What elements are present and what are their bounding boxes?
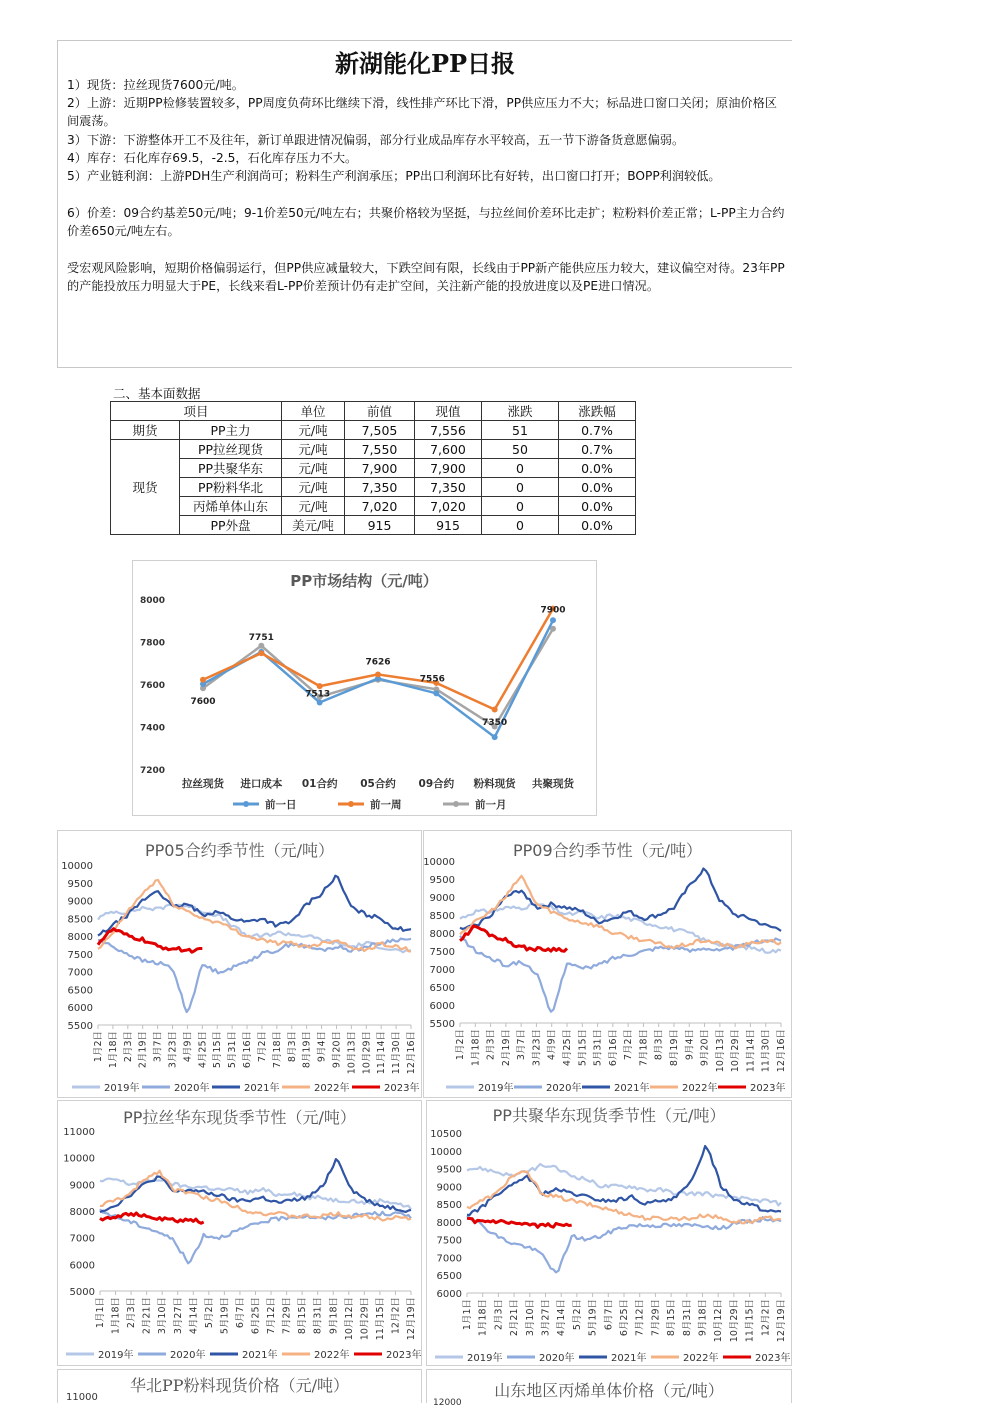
x-tick-label: 3月23日	[167, 1031, 179, 1069]
legend-label: 2021年	[244, 1083, 280, 1094]
propylene-price-title: 山东地区丙烯单体价格（元/吨）	[494, 1381, 724, 1400]
legend-label: 2022年	[683, 1353, 719, 1364]
x-tick-label: 12月16日	[406, 1031, 417, 1075]
y-tick-label: 7000	[69, 1233, 95, 1245]
group-spot: 现货	[111, 440, 180, 535]
cell-item: PP粉料华北	[180, 478, 282, 497]
report-paragraph-4: 4）库存：石化库存69.5，-2.5，石化库存压力不大。	[67, 151, 358, 165]
series-line-2022	[100, 1171, 411, 1221]
report-paragraph-3: 3）下游：下游整体开工不及往年，新订单跟进情况偏弱，部分行业成品库存水平较高，五一节下游备货意愿偏弱。	[67, 133, 685, 147]
x-tick-label: 05合约	[360, 778, 396, 790]
legend-label: 2022年	[314, 1083, 350, 1094]
report-paragraph-5: 5）产业链利润：上游PDH生产利润尚可；粉料生产利润承压；PP出口利润环比有好转，出口窗口打开；BOPP利润较低。	[67, 169, 721, 183]
cell-item: PP外盘	[180, 516, 282, 535]
series-point	[317, 699, 323, 705]
x-tick-label: 10月13日	[346, 1031, 358, 1075]
legend-label: 2021年	[611, 1353, 647, 1364]
x-tick-label: 10月29日	[361, 1031, 373, 1075]
series-point	[492, 707, 498, 713]
legend-label: 2023年	[755, 1353, 791, 1364]
y-tick-label: 7000	[67, 967, 93, 979]
legend-label: 前一月	[475, 799, 507, 811]
cell-prev: 7,350	[345, 478, 415, 497]
cell-unit: 元/吨	[282, 421, 345, 440]
x-tick-label: 6月16日	[242, 1031, 254, 1069]
series-point	[317, 683, 323, 689]
x-tick-label: 11月15日	[374, 1297, 386, 1341]
pp09-seasonal-chart	[423, 830, 792, 1098]
legend-label: 2023年	[750, 1083, 786, 1094]
x-tick-label: 7月12日	[634, 1299, 646, 1337]
legend-label: 2021年	[242, 1350, 278, 1361]
x-tick-label: 7月2日	[623, 1029, 635, 1061]
x-tick-label: 8月31日	[681, 1299, 693, 1337]
x-tick-label: 1月18日	[110, 1297, 122, 1335]
y-tick-label: 9500	[436, 1164, 462, 1176]
legend-label: 2019年	[467, 1353, 503, 1364]
x-tick-label: 9月20日	[331, 1031, 343, 1069]
pp05-seasonal-chart	[57, 830, 422, 1098]
y-tick-label: 8500	[429, 911, 455, 922]
cell-item: PP拉丝现货	[180, 440, 282, 459]
x-tick-label: 10月29日	[728, 1299, 740, 1343]
x-tick-label: 9月4日	[684, 1029, 696, 1061]
report-summary: 受宏观风险影响，短期价格偏弱运行，但PP供应减量较大，下跌空间有限，长线由于PP新产能供应压力较大，建议偏空对待。23年PP的产能投放压力明显大于PE，长线来看L-PP价差预计仍有走扩空间，关注新产能的投放进度以及PE进口情况。	[67, 261, 785, 294]
legend-label: 2020年	[546, 1083, 582, 1094]
cell-change-pct: 0.7%	[559, 421, 636, 440]
x-tick-label: 7月18日	[271, 1031, 283, 1069]
x-tick-label: 2月21日	[141, 1297, 153, 1335]
y-tick-label: 7500	[429, 947, 455, 958]
report-title: 新湖能化PP日报	[334, 49, 516, 78]
propylene-price-ytop: 12000	[433, 1398, 462, 1408]
legend-label: 2020年	[174, 1083, 210, 1094]
report-paragraph-2: 2）上游：近期PP检修装置较多，PP周度负荷环比继续下滑，线性排产环比下滑，PP供应压力不大；标品进口窗口关闭；原油价格区间震荡。	[67, 96, 777, 129]
table-row	[111, 516, 636, 535]
raffia-spot-seasonal-chart	[57, 1100, 422, 1366]
cell-change-pct: 0.0%	[559, 478, 636, 497]
series-line-2021	[460, 869, 781, 931]
x-tick-label: 5月19日	[587, 1299, 599, 1337]
y-tick-label: 11000	[63, 1127, 95, 1138]
legend-label: 2022年	[682, 1083, 718, 1094]
y-tick-label: 6500	[67, 985, 93, 997]
x-tick-label: 4月14日	[188, 1297, 200, 1335]
series-point	[258, 643, 264, 649]
chart-title: PP共聚华东现货季节性（元/吨）	[492, 1106, 726, 1125]
x-tick-label: 2月3日	[126, 1297, 138, 1329]
legend-marker	[453, 801, 459, 807]
y-tick-label: 7500	[436, 1235, 462, 1247]
x-tick-label: 1月1日	[462, 1299, 473, 1331]
cell-curr: 7,350	[415, 478, 482, 497]
x-tick-label: 9月4日	[316, 1031, 328, 1063]
market-structure-svg	[133, 561, 596, 815]
x-tick-label: 10月12日	[343, 1297, 355, 1341]
series-line-2021	[467, 1146, 781, 1215]
x-tick-label: 9月18日	[697, 1299, 709, 1337]
legend-label: 2019年	[98, 1350, 134, 1361]
data-label: 7600	[190, 697, 216, 707]
x-tick-label: 1月18日	[477, 1299, 489, 1337]
x-tick-label: 2月19日	[137, 1031, 149, 1069]
cell-change: 0	[482, 516, 559, 535]
x-tick-label: 2月21日	[509, 1299, 521, 1337]
x-tick-label: 6月16日	[607, 1029, 619, 1067]
y-tick-label: 6000	[429, 1001, 455, 1012]
series-point	[433, 690, 439, 696]
x-tick-label: 5月31日	[227, 1031, 239, 1069]
data-label: 7751	[248, 632, 274, 643]
table-row	[111, 421, 636, 440]
x-tick-label: 8月19日	[301, 1031, 313, 1069]
legend-marker	[348, 801, 354, 807]
x-tick-label: 5月2日	[571, 1299, 583, 1331]
x-tick-label: 2月19日	[500, 1029, 512, 1067]
y-tick-label: 6500	[436, 1271, 462, 1283]
x-tick-label: 7月12日	[266, 1297, 278, 1335]
x-tick-label: 8月15日	[666, 1299, 678, 1337]
series-point	[200, 677, 206, 683]
x-tick-label: 09合约	[418, 778, 455, 790]
cell-item: 丙烯单体山东	[180, 497, 282, 516]
x-tick-label: 8月3日	[286, 1031, 298, 1063]
x-tick-label: 9月18日	[328, 1297, 340, 1335]
data-label: 7626	[365, 657, 391, 668]
x-tick-label: 8月3日	[653, 1029, 665, 1061]
x-tick-label: 1月2日	[455, 1029, 466, 1061]
x-tick-label: 6月25日	[619, 1299, 630, 1337]
x-tick-label: 4月9日	[182, 1031, 194, 1063]
legend-label: 2019年	[478, 1083, 514, 1094]
x-tick-label: 8月31日	[312, 1297, 324, 1335]
cell-change-pct: 0.0%	[559, 459, 636, 478]
x-tick-label: 8月19日	[669, 1029, 680, 1067]
series-point	[550, 617, 556, 623]
x-tick-label: 1月1日	[95, 1297, 106, 1329]
cell-change-pct: 0.0%	[559, 497, 636, 516]
market-structure-chart	[132, 560, 597, 816]
header-unit: 单位	[282, 402, 345, 421]
y-tick-label: 9500	[429, 875, 455, 886]
header-prev: 前值	[345, 402, 415, 421]
x-tick-label: 4月25日	[562, 1029, 573, 1067]
x-tick-label: 11月30日	[760, 1029, 772, 1073]
x-tick-label: 3月7日	[516, 1029, 528, 1061]
x-tick-label: 7月29日	[650, 1299, 662, 1337]
x-tick-label: 2月3日	[493, 1299, 505, 1331]
report-paragraph-6: 6）价差：09合约基差50元/吨；9-1价差50元/吨左右；共聚价格较为坚挺，与拉丝间价差环比走扩；粒粉料价差正常；L-PP主力合约价差650元/吨左右。	[67, 206, 785, 239]
series-point	[492, 734, 498, 740]
y-tick-label: 7400	[139, 723, 165, 734]
legend-label: 2019年	[104, 1083, 140, 1094]
series-line-2023	[460, 926, 567, 951]
legend-label: 2023年	[386, 1350, 421, 1361]
x-tick-label: 5月31日	[592, 1029, 604, 1067]
data-label: 7556	[419, 674, 445, 685]
chart-title: PP05合约季节性（元/吨）	[144, 841, 335, 860]
report-paragraph-1: 1）现货：拉丝现货7600元/吨。	[67, 78, 244, 92]
legend-label: 2022年	[314, 1350, 350, 1361]
x-tick-label: 4月25日	[197, 1031, 209, 1069]
legend-label: 2020年	[170, 1350, 206, 1361]
cell-curr: 7,020	[415, 497, 482, 516]
data-label: 7513	[305, 689, 331, 700]
powder-price-title: 华北PP粉料现货价格（元/吨）	[130, 1376, 349, 1395]
y-tick-label: 6000	[436, 1289, 462, 1300]
cell-curr: 7,900	[415, 459, 482, 478]
y-tick-label: 8000	[436, 1217, 462, 1229]
y-tick-label: 7600	[139, 681, 165, 691]
x-tick-label: 12月2日	[760, 1299, 772, 1337]
y-tick-label: 8000	[139, 596, 165, 606]
x-tick-label: 2月3日	[485, 1029, 497, 1061]
raffia-spot-seasonal-svg	[58, 1101, 421, 1365]
x-tick-label: 01合约	[301, 778, 338, 790]
cell-change: 0	[482, 497, 559, 516]
cell-change: 0	[482, 459, 559, 478]
x-tick-label: 9月20日	[699, 1029, 711, 1067]
x-tick-label: 共聚现货	[532, 778, 574, 790]
copolymer-spot-seasonal-chart	[426, 1100, 792, 1366]
y-tick-label: 8500	[67, 914, 93, 926]
series-point	[258, 650, 264, 656]
y-tick-label: 9000	[69, 1180, 95, 1192]
x-tick-label: 拉丝现货	[182, 778, 224, 790]
table-row	[111, 440, 636, 459]
x-tick-label: 3月10日	[157, 1297, 169, 1335]
pp05-seasonal-svg	[58, 831, 421, 1097]
cell-prev: 7,550	[345, 440, 415, 459]
chart-title: PP拉丝华东现货季节性（元/吨）	[123, 1108, 356, 1127]
cell-item: PP共聚华东	[180, 459, 282, 478]
cell-unit: 元/吨	[282, 459, 345, 478]
cell-change-pct: 0.7%	[559, 440, 636, 459]
x-tick-label: 1月18日	[470, 1029, 482, 1067]
x-tick-label: 5月2日	[203, 1297, 215, 1329]
y-tick-label: 5500	[67, 1021, 93, 1032]
x-tick-label: 3月27日	[540, 1299, 552, 1337]
y-tick-label: 10000	[424, 857, 455, 868]
x-tick-label: 1月2日	[93, 1031, 104, 1063]
y-tick-label: 10500	[430, 1129, 462, 1140]
x-tick-label: 12月2日	[390, 1297, 402, 1335]
cell-prev: 7,505	[345, 421, 415, 440]
x-tick-label: 4月14日	[556, 1299, 568, 1337]
legend-label: 2021年	[614, 1083, 650, 1094]
header-change-pct: 涨跌幅	[559, 402, 636, 421]
x-tick-label: 3月7日	[152, 1031, 164, 1063]
y-tick-label: 8000	[69, 1207, 95, 1218]
y-tick-label: 9000	[67, 896, 93, 908]
pp09-seasonal-svg	[424, 831, 791, 1097]
x-tick-label: 8月15日	[297, 1297, 309, 1335]
x-tick-label: 粉料现货	[473, 778, 516, 790]
x-tick-label: 11月14日	[745, 1029, 757, 1073]
y-tick-label: 5500	[429, 1019, 455, 1030]
cell-unit: 美元/吨	[282, 516, 345, 535]
x-tick-label: 6月7日	[603, 1299, 615, 1331]
table-row	[111, 478, 636, 497]
x-tick-label: 2月3日	[122, 1031, 134, 1063]
x-tick-label: 10月12日	[713, 1299, 725, 1343]
x-tick-label: 6月7日	[234, 1297, 246, 1329]
y-tick-label: 8500	[436, 1200, 462, 1212]
header-curr: 现值	[415, 402, 482, 421]
x-tick-label: 6月25日	[250, 1297, 262, 1335]
legend-label: 2023年	[384, 1083, 420, 1094]
y-tick-label: 5000	[69, 1287, 95, 1298]
copolymer-spot-seasonal-svg	[427, 1101, 791, 1365]
legend-label: 前一周	[370, 799, 402, 811]
cell-unit: 元/吨	[282, 440, 345, 459]
x-tick-label: 3月23日	[531, 1029, 543, 1067]
x-tick-label: 10月29日	[359, 1297, 371, 1341]
cell-prev: 915	[345, 516, 415, 535]
x-tick-label: 7月29日	[281, 1297, 293, 1335]
chart-title: PP09合约季节性（元/吨）	[512, 841, 703, 860]
section-label: 二、基本面数据	[113, 386, 201, 401]
y-tick-label: 8000	[67, 932, 93, 944]
y-tick-label: 7500	[67, 949, 93, 961]
powder-price-chart	[57, 1369, 422, 1403]
chart-title: PP市场结构（元/吨）	[290, 572, 438, 590]
y-tick-label: 7200	[139, 766, 165, 776]
x-tick-label: 进口成本	[240, 778, 283, 790]
x-tick-label: 10月29日	[730, 1029, 742, 1073]
x-tick-label: 3月27日	[172, 1297, 184, 1335]
y-tick-label: 9000	[429, 893, 455, 904]
y-tick-label: 7000	[429, 965, 455, 976]
table-header-row	[111, 402, 636, 421]
series-point	[375, 671, 381, 677]
group-futures: 期货	[111, 421, 180, 440]
table-row	[111, 459, 636, 478]
x-tick-label: 7月2日	[256, 1031, 268, 1063]
cell-change: 50	[482, 440, 559, 459]
series-line-2021	[98, 876, 411, 936]
x-tick-label: 3月10日	[524, 1299, 536, 1337]
y-tick-label: 10000	[430, 1146, 462, 1158]
cell-prev: 7,900	[345, 459, 415, 478]
header-item: 项目	[111, 402, 282, 421]
x-tick-label: 12月19日	[406, 1297, 417, 1341]
cell-unit: 元/吨	[282, 497, 345, 516]
x-tick-label: 12月19日	[776, 1299, 787, 1343]
x-tick-label: 10月13日	[714, 1029, 726, 1073]
x-tick-label: 12月16日	[776, 1029, 787, 1073]
x-tick-label: 5月15日	[212, 1031, 224, 1069]
y-tick-label: 10000	[61, 861, 93, 872]
y-tick-label: 7800	[139, 638, 165, 649]
propylene-price-chart	[426, 1369, 792, 1408]
cell-change: 0	[482, 478, 559, 497]
x-tick-label: 5月19日	[219, 1297, 231, 1335]
cell-item: PP主力	[180, 421, 282, 440]
cell-unit: 元/吨	[282, 478, 345, 497]
y-tick-label: 9000	[436, 1182, 462, 1194]
y-tick-label: 9500	[67, 878, 93, 890]
table-row	[111, 497, 636, 516]
cell-curr: 915	[415, 516, 482, 535]
cell-curr: 7,600	[415, 440, 482, 459]
x-tick-label: 11月14日	[376, 1031, 388, 1075]
x-tick-label: 11月15日	[744, 1299, 756, 1343]
y-tick-label: 8000	[429, 929, 455, 940]
y-tick-label: 6000	[67, 1003, 93, 1015]
header-change: 涨跌	[482, 402, 559, 421]
y-tick-label: 10000	[63, 1153, 95, 1165]
x-tick-label: 1月18日	[107, 1031, 119, 1069]
cell-curr: 7,556	[415, 421, 482, 440]
legend-label: 前一日	[265, 799, 297, 811]
y-tick-label: 7000	[436, 1253, 462, 1265]
y-tick-label: 6500	[429, 983, 455, 994]
x-tick-label: 5月15日	[577, 1029, 589, 1067]
powder-price-ytop: 11000	[66, 1392, 98, 1403]
x-tick-label: 4月9日	[546, 1029, 558, 1061]
cell-prev: 7,020	[345, 497, 415, 516]
legend-marker	[243, 801, 249, 807]
legend-label: 2020年	[539, 1353, 575, 1364]
x-tick-label: 7月18日	[638, 1029, 650, 1067]
y-tick-label: 6000	[69, 1260, 95, 1272]
fundamentals-table	[110, 401, 636, 535]
data-label: 7900	[540, 605, 566, 616]
cell-change: 51	[482, 421, 559, 440]
x-tick-label: 11月30日	[391, 1031, 403, 1075]
data-label: 7350	[482, 718, 508, 729]
cell-change-pct: 0.0%	[559, 516, 636, 535]
